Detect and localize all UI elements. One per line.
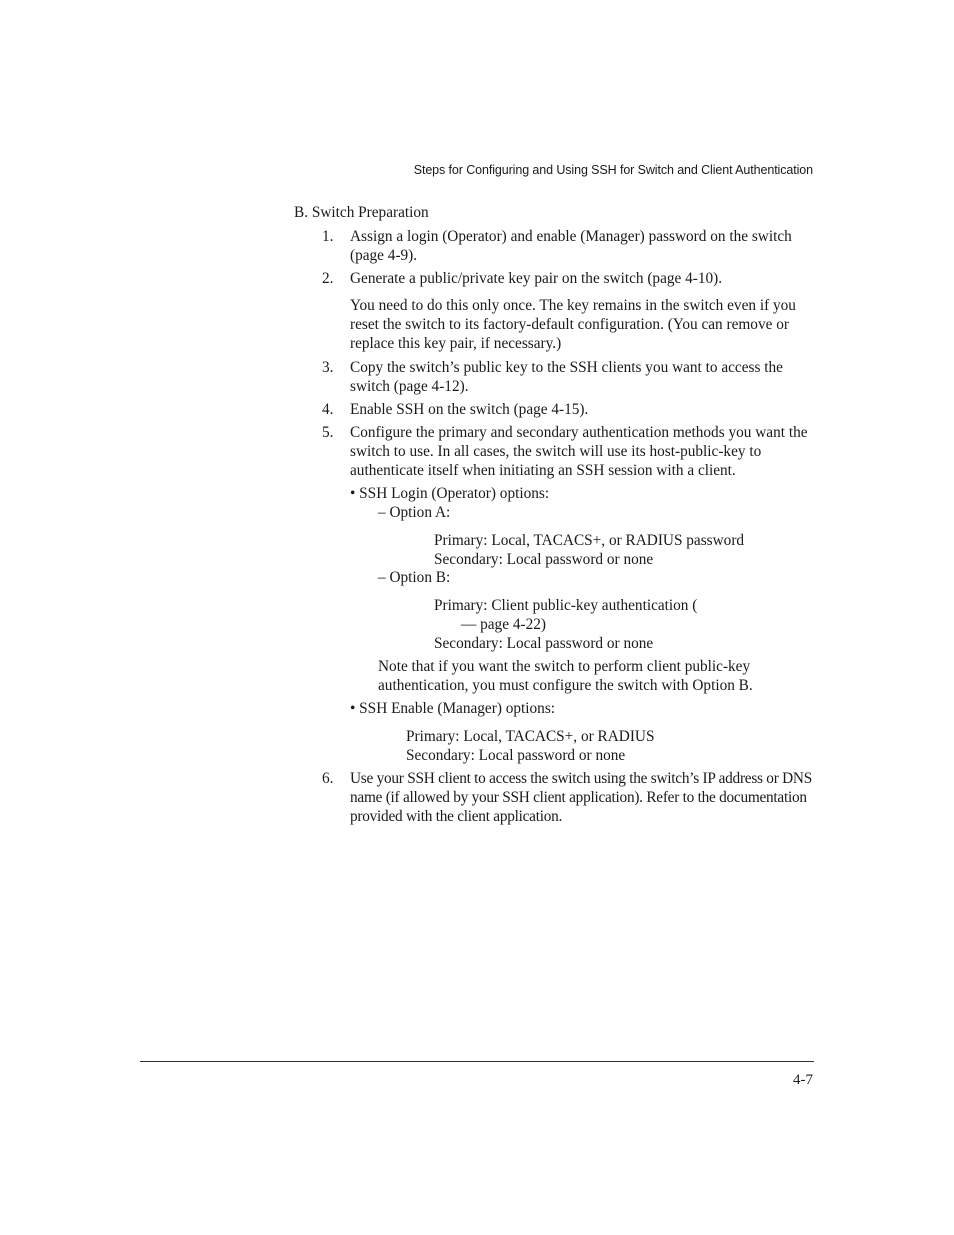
option-a-primary: Primary: Local, TACACS+, or RADIUS password	[434, 532, 745, 549]
step-number: 2.	[322, 270, 334, 287]
step-text: Generate a public/private key pair on the switch (page 4-10).	[350, 270, 723, 287]
option-b-secondary: Secondary: Local password or none	[434, 635, 654, 652]
step-text: Use your SSH client to access the switch using the switch’s IP address or DNS name (if allowed by your SSH client application). Refer to the documentation provided with the client application.	[350, 770, 812, 825]
step-number: 3.	[322, 359, 334, 376]
running-header: Steps for Configuring and Using SSH for Switch and Client Authentication	[413, 163, 813, 177]
step-text: Copy the switch’s public key to the SSH clients you want to access the switch (page 4-12).	[350, 359, 783, 395]
bullet-login-options: • SSH Login (Operator) options:	[350, 485, 550, 502]
option-b-primary-cont: — page 4-22)	[461, 616, 546, 633]
enable-primary: Primary: Local, TACACS+, or RADIUS	[406, 728, 655, 745]
option-a-label: – Option A:	[378, 504, 451, 521]
step-text: Assign a login (Operator) and enable (Manager) password on the switch (page 4-9).	[350, 228, 792, 264]
section-title: B. Switch Preparation	[294, 204, 429, 221]
step-number: 6.	[322, 770, 334, 787]
option-a-secondary: Secondary: Local password or none	[434, 551, 654, 568]
step-number: 5.	[322, 424, 334, 441]
step-text: Configure the primary and secondary authentication methods you want the switch to use. In all cases, the switch will use its host-public-key to authenticate itself when initiating an SSH session with a client.	[350, 424, 808, 479]
option-b-label: – Option B:	[378, 569, 451, 586]
page-number: 4-7	[793, 1072, 813, 1088]
step-text: Enable SSH on the switch (page 4-15).	[350, 401, 589, 418]
step-number: 1.	[322, 228, 334, 245]
option-b-primary: Primary: Client public-key authentication (	[434, 597, 698, 614]
bullet-enable-options: • SSH Enable (Manager) options:	[350, 700, 556, 717]
option-b-note: Note that if you want the switch to perform client public-key authentication, you must configure the switch with Option B.	[378, 658, 753, 694]
step-note: You need to do this only once. The key remains in the switch even if you reset the switch to its factory-default configuration. (You can remove or replace this key pair, if necessary.)	[350, 297, 796, 352]
footer-rule	[140, 1061, 814, 1062]
enable-secondary: Secondary: Local password or none	[406, 747, 626, 764]
step-number: 4.	[322, 401, 334, 418]
